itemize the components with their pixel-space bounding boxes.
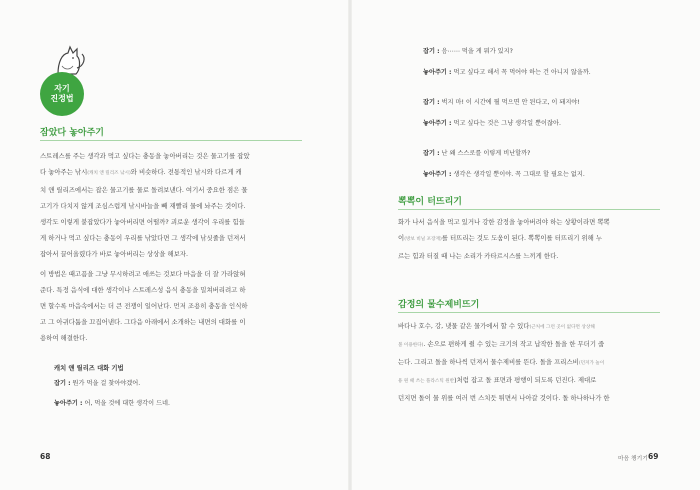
dialog-line: 놓아주기 : 어, 먹을 것에 대한 생각이 드네. [54,400,171,407]
text-line: 고 그 아귀다툼을 끄집어낸다. 그다음 아래에서 소개하는 내면의 대화를 이 [40,318,246,326]
heading-rule [40,140,302,141]
body-paragraph-1 [40,148,300,262]
section-heading: 뽁뽁이 터뜨리기 [398,197,462,207]
heading-rule [398,209,660,210]
badge-circle [40,72,84,116]
text-line: 잡아서 끌어올렸다가 바로 놓아버리는 상상을 해보자. [40,250,189,258]
dialog-box [54,378,170,418]
section-heading: 감정의 물수제비뜨기 [398,300,480,310]
text-line: 스트레스를 주는 생각과 먹고 싶다는 충동을 놓아버리는 것은 물고기를 잡았 [40,152,250,160]
dialog-line: 잡기 : 난 왜 스스로를 이렇게 비난할까? [423,150,531,157]
dialog-line: 잡기 : 벅지 마! 이 시간에 뭘 먹으면 안 된다고, 이 돼지야! [423,99,580,106]
text-line: 다 놓아주는 낚시(캐치 앤 릴리즈 낚시)와 비슷하다. 전통적인 낚시와 다르게 캐 [40,168,242,176]
text-line: 볼 이용한다). 손으로 편하게 쥘 수 있는 크기의 작고 납작한 돌을 한 무더기 줍 [398,340,605,348]
text-line: 용하여 해결한다. [40,334,88,342]
running-footer: 마음 챙기기 [618,456,648,462]
text-line: 준다. 특정 음식에 대한 생각이나 스트레스성 음식 충동을 밀쳐버리려고 하 [40,286,246,294]
dialog-line: 놓아주기 : 먹고 싶다고 해서 꼭 먹어야 하는 건 아니지 않을까. [423,69,591,76]
right-page [350,0,700,490]
text-line: 생각도 이렇게 붙잡았다가 놓아버리면 어떨까? 괴로운 생각이 우리를 힘들 [40,218,245,226]
dialog-line: 잡기 : 음⋯⋯ 먹을 게 뭐가 있지? [423,48,513,55]
dialog-line: 놓아주기 : 먹고 싶다는 것은 그냥 생각일 뿐이잖아. [423,120,561,127]
text-line: 바다나 호수, 강, 냇물 같은 물가에서 할 수 있다(근처에 그런 곳이 없다면 상상해 [398,322,595,330]
text-line: 게 하거나 먹고 싶다는 충동이 우리를 낚았다면 그 생각에 낚싯줄을 던져서 [40,234,246,242]
page-number: 69 [648,452,659,461]
body-paragraph [398,214,660,264]
text-line: 르는 힘과 터질 때 나는 소리가 카타르시스를 느끼게 한다. [398,252,559,260]
text-line: 화가 나서 음식을 먹고 있거나 강한 감정을 놓아버려야 하는 상황이라면 뽁뽁 [398,218,610,226]
dialog-line: 놓아주기 : 생각은 생각일 뿐이야. 꼭 그대로 할 필요는 없지. [423,171,585,178]
text-line: 이 방법은 때고픔을 그냥 무시하려고 애쓰는 것보다 마음을 더 잘 가라앉혀 [40,270,246,278]
section-heading: 잠았다 놓아주기 [40,128,104,138]
text-line: 용 원 때 쓰는 플라스틱 원반)처럼 잡고 돌 표면과 평행이 되도록 던진다. 제대로 [398,376,597,384]
section-badge [36,44,106,110]
body-paragraph-2 [40,266,300,346]
text-line: 면 할수록 마음속에서는 더 큰 전쟁이 일어난다. 먼저 조용히 충동을 인식하 [40,302,248,310]
text-line: 던지면 돌이 물 위를 여러 번 스치듯 튀면서 나아갈 것이다. 돌 하나하나가 한 [398,394,610,402]
dialog-continued [423,46,591,190]
heading-rule [398,312,660,313]
text-line: 이(방보 비닐 포장재)를 터뜨리는 것도 도움이 된다. 뽁뽁이를 터뜨리기 위해 누 [398,234,603,242]
body-paragraph [398,318,660,406]
dialog-line: 잡기 : 뭔가 먹을 걸 찾아야겠어. [54,380,141,387]
badge-line-2: 진정법 [50,94,74,103]
dialog-box-title: 캐치 앤 릴리즈 대화 기법 [54,365,124,372]
badge-line-1: 자기 [54,84,70,93]
text-line: 치 앤 릴리즈에서는 잡은 물고기를 물로 돌려보낸다. 여기서 중요한 점은 물 [40,186,248,194]
page-number: 68 [40,452,51,461]
text-line: 고기가 다치지 않게 조심스럽게 낚시바늘을 빼 재빨리 물에 놔주는 것이다. [40,202,246,210]
text-line: 는다. 그리고 돌을 하나씩 던져서 물수제비를 뜬다. 돌을 프리스비(던져가 놀이 [398,358,605,366]
